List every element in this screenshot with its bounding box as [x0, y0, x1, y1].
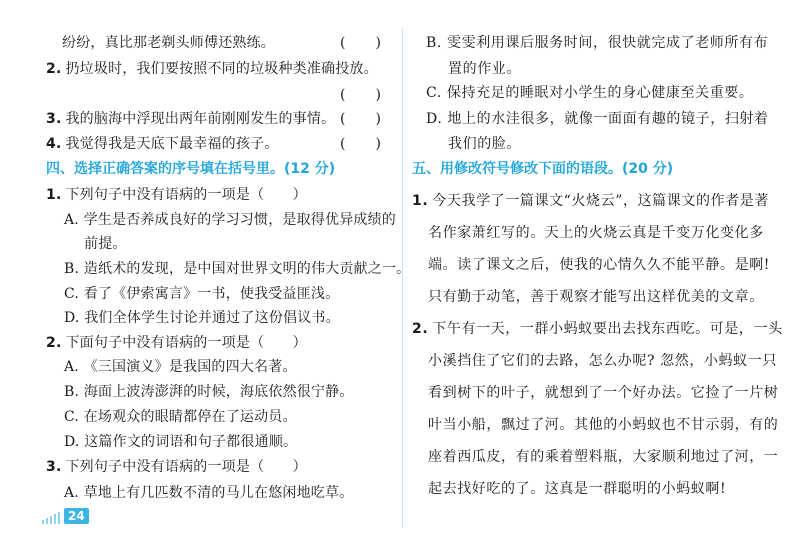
judge-q4: 4. 我觉得我是天底下最幸福的孩子。 [46, 136, 279, 152]
edit-passage-2-line-1: 2. 下午有一天，一群小蚂蚁要出去找东西吃。可是，一头 [412, 321, 783, 337]
judge-q3-answer-parens[interactable]: ( ) [340, 111, 381, 127]
judge-q2: 2. 扔垃圾时，我们要按照不同的垃圾种类准确投放。 [46, 61, 378, 77]
choice-q1-option-a-cont: 前提。 [84, 236, 127, 252]
judge-q1-answer-parens[interactable]: ( ) [340, 35, 381, 51]
choice-q2-option-c[interactable]: C. 在场观众的眼睛都停在了运动员。 [64, 409, 297, 425]
choice-q1-stem: 1. 下列句子中没有语病的一项是（ ） [46, 187, 307, 203]
column-divider [402, 28, 403, 528]
choice-q3-option-c[interactable]: C. 保持充足的睡眠对小学生的身心健康至关重要。 [426, 85, 754, 101]
choice-q3-option-a[interactable]: A. 草地上有几匹数不清的马儿在悠闲地吃草。 [64, 485, 354, 501]
edit-passage-2-line-2: 小溪挡住了它们的去路，怎么办呢? 忽然，小蚂蚁一只 [428, 353, 777, 369]
edit-passage-2-line-6: 起去找好吃的了。这真是一群聪明的小蚂蚁啊! [428, 481, 727, 497]
judge-q4-answer-parens[interactable]: ( ) [340, 136, 381, 152]
choice-q3-option-d-cont: 我们的脸。 [448, 136, 521, 152]
edit-passage-2-line-4: 叶当小船，飘过了河。其他的小蚂蚁也不甘示弱，有的 [428, 417, 779, 433]
edit-passage-1-line-3: 端。读了课文之后，使我的心情久久不能平静。是啊! [428, 257, 771, 273]
edit-passage-2-line-3: 看到树下的叶子，就想到了一个好办法。它捡了一片树 [428, 385, 779, 401]
section-5-title: 五、用修改符号修改下面的语段。(20 分) [412, 161, 674, 177]
judge-q2-answer-parens[interactable]: ( ) [340, 87, 381, 103]
choice-q3-stem: 3. 下列句子中没有语病的一项是（ ） [46, 459, 307, 475]
choice-q1-option-b[interactable]: B. 造纸术的发现，是中国对世界文明的伟大贡献之一。 [64, 261, 411, 277]
choice-q1-option-c[interactable]: C. 看了《伊索寓言》一书，使我受益匪浅。 [64, 286, 340, 302]
edit-passage-1-line-4: 只有勤于动笔，善于观察才能写出这样优美的文章。 [428, 289, 764, 305]
stripe-decoration [42, 510, 62, 524]
choice-q3-option-d[interactable]: D. 地上的水洼很多，就像一面面有趣的镜子，扫射着 [426, 111, 769, 127]
choice-q3-option-b[interactable]: B. 雯雯利用课后服务时间，很快就完成了老师所有布 [426, 35, 769, 51]
edit-passage-1-line-1: 1. 今天我学了一篇课文“火烧云”，这篇课文的作者是著 [412, 193, 769, 209]
page-footer [42, 508, 89, 524]
judge-q3: 3. 我的脑海中浮现出两年前刚刚发生的事情。 [46, 111, 336, 127]
choice-q2-option-b[interactable]: B. 海面上波涛澎湃的时候，海底依然很宁静。 [64, 384, 354, 400]
choice-q3-option-b-cont: 置的作业。 [448, 61, 521, 77]
page-number-badge: 24 [64, 508, 89, 524]
edit-passage-2-line-5: 座着西瓜皮，有的乘着塑料瓶，大家顺利地过了河，一 [428, 449, 779, 465]
choice-q1-option-a[interactable]: A. 学生是否养成良好的学习习惯，是取得优异成绩的 [64, 212, 397, 228]
edit-passage-1-line-2: 名作家萧红写的。天上的火烧云真是千变万化变化多 [428, 225, 764, 241]
choice-q2-option-a[interactable]: A. 《三国演义》是我国的四大名著。 [64, 359, 297, 375]
choice-q1-option-d[interactable]: D. 我们全体学生讨论并通过了这份倡议书。 [64, 310, 340, 326]
judge-q1-continuation: 纷纷，真比那老剃头师傅还熟练。 [62, 35, 275, 51]
section-4-title: 四、选择正确答案的序号填在括号里。(12 分) [46, 161, 336, 177]
choice-q2-option-d[interactable]: D. 这篇作文的词语和句子都很通顺。 [64, 434, 298, 450]
choice-q2-stem: 2. 下面句子中没有语病的一项是（ ） [46, 335, 307, 351]
